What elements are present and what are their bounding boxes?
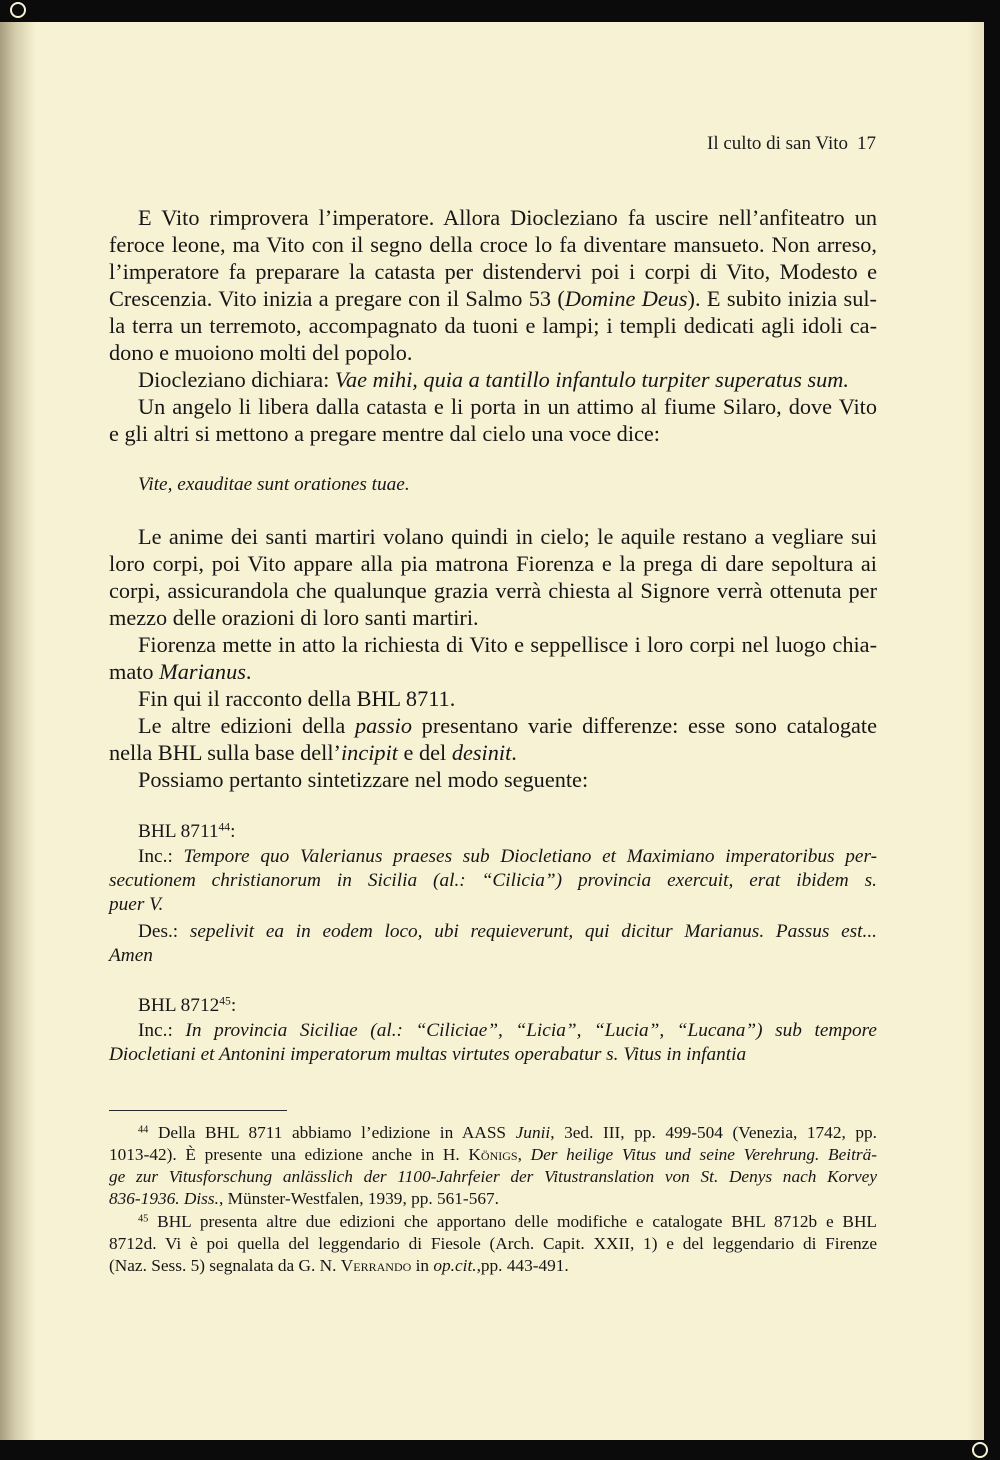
text-line: Crescenzia. Vito inizia a pregare con il Salmo 53 (Domine Deus). E subito inizia sul- — [109, 286, 877, 311]
text-line: mato Marianus. — [109, 659, 252, 684]
text-line: corpi, assicurandola che qualunque grazia verrà chiesta al Signore verrà ottenuta per — [109, 578, 877, 603]
text-line: dono e muoiono molti del popolo. — [109, 340, 413, 365]
text-line: e gli altri si mettono a pregare mentre dal cielo una voce dice: — [109, 421, 660, 446]
desinit-line: Des.: sepelivit ea in eodem loco, ubi requieverunt, qui dicitur Marianus. Passus est... — [138, 921, 877, 942]
text-line: E Vito rimprovera l’imperatore. Allora Diocleziano fa uscire nell’anfiteatro un — [138, 205, 877, 230]
running-head — [707, 133, 876, 155]
bhl-entry-heading: BHL 8712$^{45}$: — [138, 994, 237, 1016]
incipit-line: secutionem christianorum in Sicilia (al.: “Cilicia”) provincia exercuit, erat ibidem s. — [109, 870, 877, 891]
text-line: Diocleziano dichiara: Vae mihi, quia a tantillo infantulo turpiter superatus sum. — [138, 367, 849, 392]
voice-quote: Vite, exauditae sunt orationes tuae. — [138, 474, 410, 495]
page-gutter-shadow — [0, 22, 36, 1440]
footnote-line: (Naz. Sess. 5) segnalata da G. N. Verrando in op.cit.,pp. 443-491. — [109, 1256, 569, 1275]
bhl-entry-heading: BHL 8711$^{44}$: — [138, 820, 236, 842]
footnote-line: 836-1936. Diss., Münster-Westfalen, 1939, pp. 561-567. — [109, 1189, 499, 1208]
incipit-line: puer V. — [109, 894, 164, 915]
page-edge — [966, 22, 984, 1440]
page-number: 17 — [857, 133, 876, 154]
running-head-title: Il culto di san Vito — [707, 133, 848, 154]
text-line: loro corpi, poi Vito appare alla pia matrona Fiorenza e la prega di dare sepoltura ai — [109, 551, 877, 576]
text-line: feroce leone, ma Vito con il segno della croce lo fa diventare mansueto. Non arreso, — [109, 232, 877, 257]
text-line: la terra un terremoto, accompagnato da tuoni e lampi; i templi dedicati agli idoli ca- — [109, 313, 877, 338]
text-line: nella BHL sulla base dell’incipit e del desinit. — [109, 740, 517, 765]
text-line: mezzo delle orazioni di loro santi martiri. — [109, 605, 479, 630]
text-line: Possiamo pertanto sintetizzare nel modo seguente: — [138, 767, 589, 792]
incipit-line: Inc.: Tempore quo Valerianus praeses sub Diocletiano et Maximiano imperatoribus per- — [138, 846, 877, 867]
footnote-line: 1013-42). È presente una edizione anche in H. Königs, Der heilige Vitus und seine Verehrung. Beiträ- — [109, 1145, 877, 1164]
footnote-ref[interactable]: 45 — [219, 994, 231, 1008]
scan-marker-bottom — [972, 1442, 988, 1458]
place-name: Marianus — [159, 659, 246, 684]
text-line: Fiorenza mette in atto la richiesta di Vito e seppellisce i loro corpi nel luogo chia- — [138, 632, 877, 657]
text-line: Un angelo li libera dalla catasta e li porta in un attimo al fiume Silaro, dove Vito — [138, 394, 877, 419]
footnote-line: 8712d. Vi è poi quella del leggendario di Fiesole (Arch. Capit. XXII, 1) e del leggendario di Firenze — [109, 1234, 877, 1253]
text-line: Fin qui il racconto della BHL 8711. — [138, 686, 456, 711]
incipit-line: Inc.: In provincia Siciliae (al.: “Ciliciae”, “Licia”, “Lucia”, “Lucana”) sub tempore — [138, 1020, 877, 1041]
text-line: l’imperatore fa preparare la catasta per distendervi poi i corpi di Vito, Modesto e — [109, 259, 877, 284]
text-line: Le altre edizioni della passio presentano varie differenze: esse sono catalogate — [138, 713, 877, 738]
desinit-line: Amen — [109, 945, 153, 966]
footnote-rule — [109, 1110, 287, 1111]
psalm-title: Domine Deus — [564, 286, 688, 311]
latin-quote: Vae mihi, quia a tantillo infantulo turpiter superatus sum. — [334, 367, 849, 392]
footnote-ref[interactable]: 44 — [218, 820, 231, 834]
footnote-44: $^{44}$ Della BHL 8711 abbiamo l’edizione in AASS Junii, 3ed. III, pp. 499-504 (Venezia, 1742, pp. — [138, 1123, 877, 1142]
text-line: Le anime dei santi martiri volano quindi in cielo; le aquile restano a vegliare sui — [138, 524, 877, 549]
incipit-line: Diocletiani et Antonini imperatorum multas virtutes operabatur s. Vitus in infantia — [109, 1044, 747, 1065]
scan-marker-top — [10, 2, 26, 18]
footnote-line: ge zur Vitusforschung anlässlich der 1100-Jahrfeier der Vitustranslation von St. Denys nach Korvey — [109, 1167, 877, 1186]
footnote-45: $^{45}$ BHL presenta altre due edizioni che apportano delle modifiche e catalogate BHL 8712b e BHL — [138, 1212, 877, 1231]
